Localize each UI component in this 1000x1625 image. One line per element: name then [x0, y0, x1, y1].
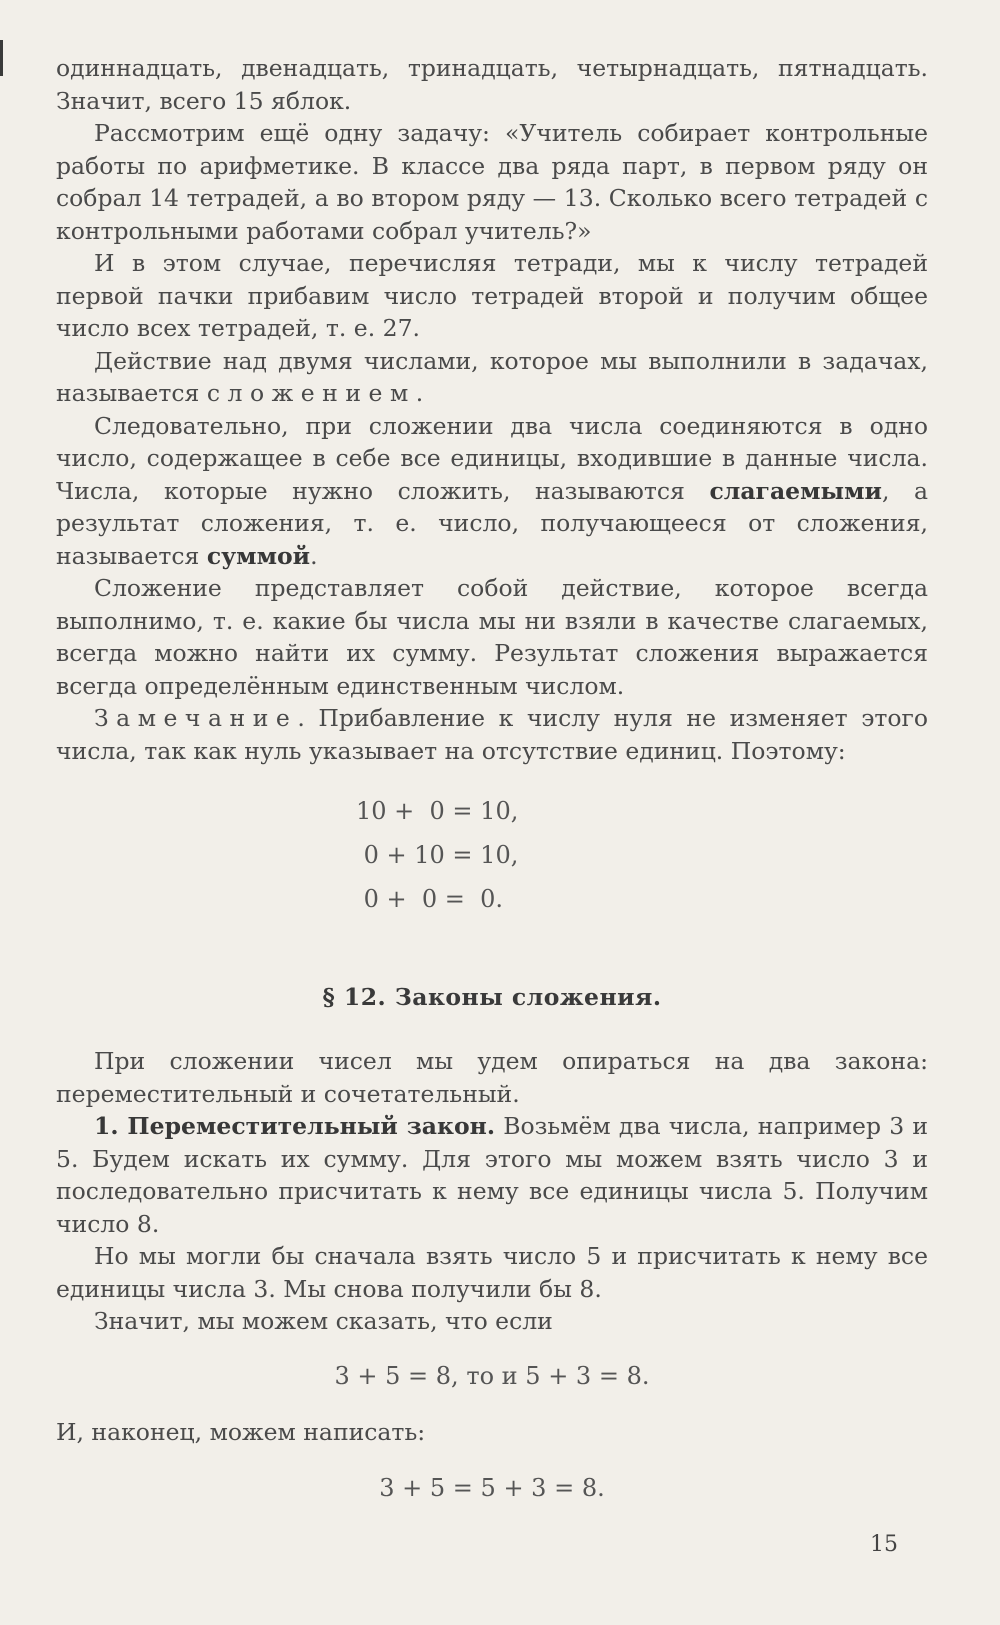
- paragraph-finally: И, наконец, можем написать:: [56, 1417, 426, 1446]
- paragraph-remark: [56, 702, 928, 767]
- paragraph-therefore: Значит, мы можем сказать, что если: [94, 1307, 553, 1335]
- equation-if-then: 3 + 5 = 8, то и 5 + 3 = 8.: [334, 1361, 650, 1390]
- term-addition: сложением: [206, 379, 416, 407]
- paragraph-notebooks-sum: И в этом случае, перечисляя тетради, мы к числу тетрадей первой пачки прибавим число тетрадей второй и получим общее число всех тетрадей, т. е. 27.: [56, 249, 928, 342]
- equation-final: 3 + 5 = 5 + 3 = 8.: [379, 1474, 605, 1502]
- formula-line: 0 + 10 = 10,: [356, 841, 519, 869]
- formula-line: 10 + 0 = 10,: [356, 797, 519, 825]
- text-fragment: Действие над двумя числами, которое мы выполнили в задачах, называется: [56, 346, 928, 407]
- text-fragment: .: [310, 541, 318, 570]
- remark-label: Замечание: [94, 704, 298, 732]
- paragraph-reverse-order: Но мы могли бы сначала взять число 5 и присчитать к нему все единицы числа 3. Мы снова получили бы 8.: [56, 1242, 928, 1303]
- law-label: 1. Переместительный закон.: [94, 1112, 495, 1140]
- term-addends: слагаемыми: [709, 476, 882, 505]
- section-title: § 12. Законы сложения.: [322, 983, 662, 1011]
- text-fragment: Следовательно, при сложении два числа соединяются в одно число, содержащее в себе все единицы, входившие в данные числа. Числа, которые нужно сложить, называются: [56, 411, 928, 505]
- paragraph-commutative-law: [56, 1110, 928, 1240]
- text-fragment: .: [415, 379, 424, 407]
- paragraph-teacher-problem: Рассмотрим ещё одну задачу: «Учитель собирает контрольные работы по арифметике. В классе два ряда парт, в первом ряду он собрал 14 тетрадей, а во втором ряду — 13. Сколько всего тетрадей с контрольными работами собрал учитель?»: [56, 119, 928, 245]
- paragraph-apples-count: одиннадцать, двенадцать, тринадцать, четырнадцать, пятнадцать. Значит, всего 15 яблок.: [56, 54, 928, 115]
- paragraph-two-laws: При сложении чисел мы удем опираться на два закона: переместительный и сочетательный.: [56, 1047, 928, 1108]
- paragraph-addition-definition: [56, 345, 928, 410]
- paragraph-always-feasible: Сложение представляет собой действие, которое всегда выполнимо, т. е. какие бы числа мы ни взяли в качестве слагаемых, всегда можно найти их сумму. Результат сложения выражается всегда определённым единственным числом.: [56, 574, 928, 700]
- paragraph-addends-sum: [56, 410, 928, 573]
- formula-line: 0 + 0 = 0.: [356, 885, 504, 913]
- page-edge-mark: [0, 40, 3, 76]
- term-sum: суммой: [206, 541, 311, 570]
- zero-addition-formulas: [56, 789, 928, 921]
- text-fragment: . Прибавление к числу нуля не изменяет этого числа, так как нуль указывает на отсутствие единиц. Поэтому:: [56, 704, 928, 765]
- text-fragment: , а результат сложения, т. е. число, получающееся от сложения, называется: [56, 476, 928, 570]
- page-number: 15: [870, 1532, 898, 1557]
- text-fragment: Возьмём два числа, например 3 и 5. Будем искать их сумму. Для этого мы можем взять число 3 и последовательно присчитать к нему все единицы числа 5. Получим число 8.: [56, 1112, 928, 1238]
